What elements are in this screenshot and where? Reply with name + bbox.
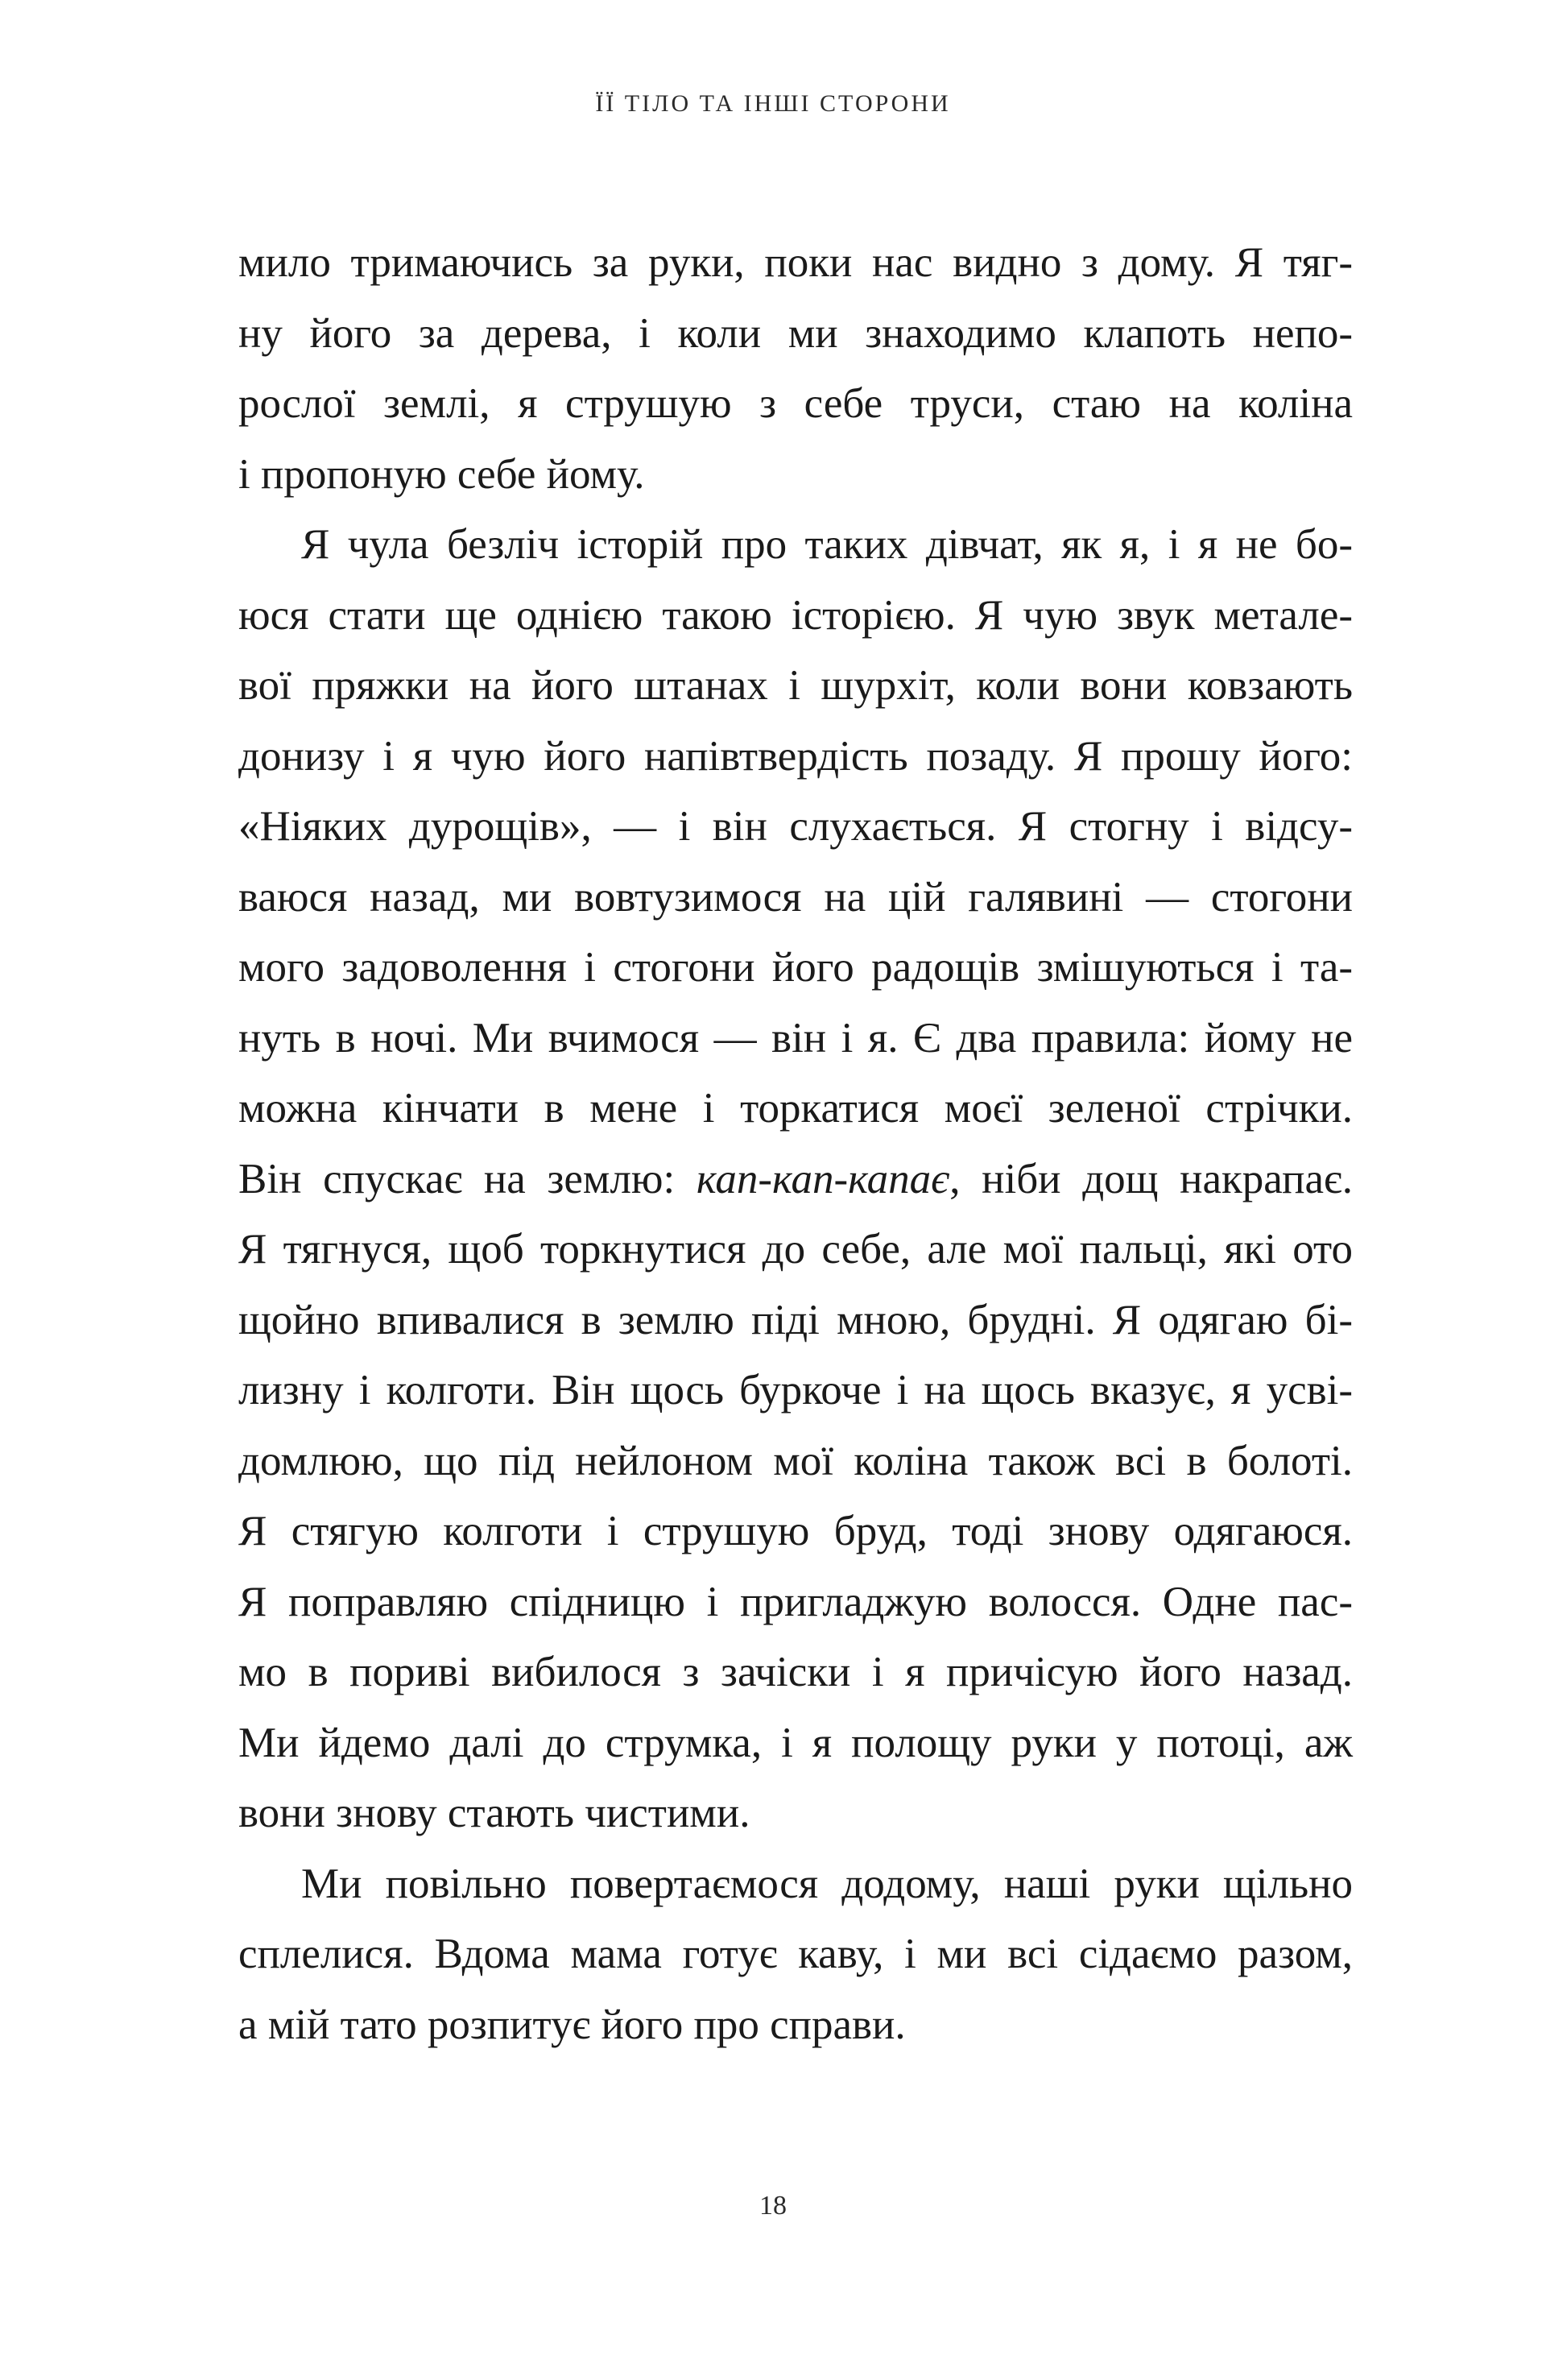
text-segment: , ніби дощ накрапає. (949, 1155, 1353, 1202)
text-line: а мій тато розпитує його про справи. (238, 2001, 906, 2048)
body-text (238, 228, 1353, 2060)
text-line: щойно впивалися в землю піді мною, брудні. Я одягаю бі- (238, 1296, 1353, 1343)
text-line: мило тримаючись за руки, поки нас видно з дому. Я тяг- (238, 239, 1353, 286)
text-line: донизу і я чую його напівтвердість позаду. Я прошу його: (238, 732, 1353, 780)
text-line: Я стягую колготи і струшую бруд, тоді знову одягаюся. (238, 1508, 1353, 1554)
text-line: Я поправляю спідницю і пригладжую волосся. Одне пас- (238, 1578, 1353, 1625)
text-line: мого задоволення і стогони його радощів змішуються і та- (238, 944, 1353, 991)
text-line: вої пряжки на його штанах і шурхіт, коли вони ковзають (238, 662, 1353, 709)
text-line: і пропоную себе йому. (238, 450, 645, 498)
text-line: Ми повільно повертаємося додому, наші руки щільно (301, 1860, 1353, 1907)
text-line: Ми йдемо далі до струмка, і я полощу руки у потоці, аж (238, 1719, 1353, 1766)
text-line: можна кінчати в мене і торкатися моєї зеленої стрічки. (238, 1085, 1353, 1132)
text-line: мо в пориві вибилося з зачіски і я причісую його назад. (238, 1649, 1353, 1695)
text-line: рослої землі, я струшую з себе труси, стаю на коліна (238, 380, 1353, 427)
italic-onomatopoeia: кап-кап-капає (696, 1155, 950, 1202)
text-line: сплелися. Вдома мама готує каву, і ми всі сідаємо разом, (238, 1931, 1353, 1977)
text-line (238, 1144, 1353, 1215)
text-line: ну його за дерева, і коли ми знаходимо клапоть непо- (238, 309, 1353, 357)
text-line: нуть в ночі. Ми вчимося — він і я. Є два правила: йому не (238, 1014, 1353, 1062)
running-header: ЇЇ ТІЛО ТА ІНШІ СТОРОНИ (595, 90, 951, 117)
text-line: юся стати ще однією такою історією. Я чую звук металe- (238, 591, 1353, 639)
text-line: лизну і колготи. Він щось буркоче і на щось вказує, я усві- (238, 1367, 1353, 1414)
text-line: «Ніяких дурощів», — і він слухається. Я стогну і відсу- (238, 803, 1353, 850)
text-segment: Він спускає на землю: (238, 1155, 697, 1202)
page-number: 18 (759, 2191, 787, 2221)
text-line: вони знову стають чистими. (238, 1790, 750, 1836)
text-line: ваюся назад, ми вовтузимося на цій галявині — стогони (238, 873, 1353, 921)
text-line: домлюю, що під нейлоном мої коліна також всі в болоті. (238, 1437, 1353, 1484)
text-line: Я чула безліч історій про таких дівчат, як я, і я не бо- (301, 521, 1353, 568)
text-line: Я тягнуся, щоб торкнутися до себе, але мої пальці, які ото (238, 1226, 1353, 1273)
